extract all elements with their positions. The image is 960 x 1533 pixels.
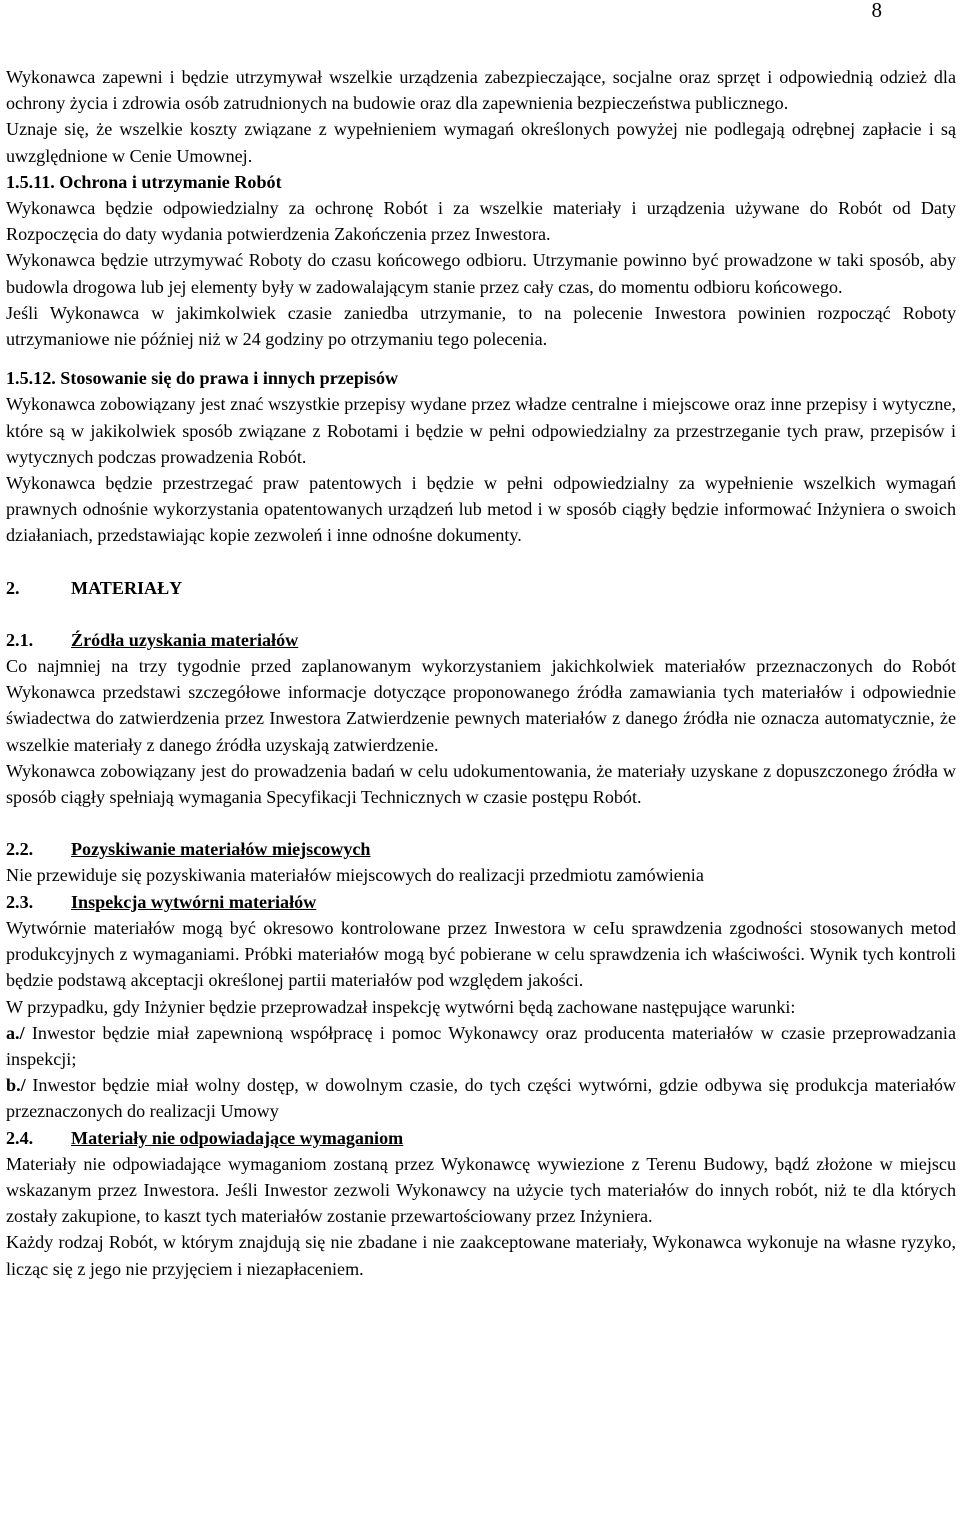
section-title: Pozyskiwanie materiałów miejscowych bbox=[71, 839, 371, 860]
paragraph-factory-inspection: Wytwórnie materiałów mogą być okresowo kontrolowane przez Inwestora w ceIu sprawdzenia zgodności stosowanych metod produkcyjnych z wymaganiami. Próbki materiałów mogą być pobierane w celu sprawdzenia ich właściwości. Wynik tych kontroli będzie podstawą akceptacji określonej partii materiałów pod względem jakości. bbox=[6, 917, 956, 991]
paragraph-safety-equipment: Wykonawca zapewni i będzie utrzymywał wszelkie urządzenia zabezpieczające, socjalne oraz sprzęt i odpowiednią odzież dla ochrony życia i zdrowia osób zatrudnionych na budowie oraz dla zapewnienia bezpieczeństwa publicznego. bbox=[6, 67, 956, 114]
paragraph-costs-included: Uznaje się, że wszelkie koszty związane z wypełnieniem wymagań określonych powyżej nie podlegają odrębnej zapłacie i są uwzględnione w Cenie Umownej. bbox=[6, 119, 956, 166]
paragraph-patents: Wykonawca będzie przestrzegać praw patentowych i będzie w pełni odpowiedzialny za wypełnienie wszelkich wymagań prawnych odnośnie wykorzystania opatentowanych urządzeń lub metod i w sposób ciągły będzie informować Inżyniera o swoich działaniach, przedstawiając kopie zezwoleń i inne odnośne dokumenty. bbox=[6, 473, 956, 546]
chapter-number: 2. bbox=[6, 577, 20, 598]
paragraph-material-testing: Wykonawca zobowiązany jest do prowadzenia badań w celu udokumentowania, że materiały uzyskane z dopuszczonego źródła w sposób ciągły spełniają wymagania Specyfikacji Technicznych w czasie postępu Robót. bbox=[6, 760, 956, 808]
list-item-label: b./ bbox=[6, 1075, 26, 1096]
section-title: Inspekcja wytwórni materiałów bbox=[71, 891, 317, 912]
list-item-label: a./ bbox=[6, 1022, 25, 1043]
section-number: 2.3. bbox=[6, 891, 34, 912]
chapter-heading-materials bbox=[6, 575, 956, 601]
section-heading-2-1 bbox=[6, 627, 956, 653]
paragraph-nonconforming-materials: Materiały nie odpowiadające wymaganiom zostaną przez Wykonawcę wywiezione z Terenu Budowy, bądź złożone w miejscu wskazanym przez Inwestora. Jeśli Inwestor zezwoli Wykonawcy na użycie tych materiałów do innych robót, niż te dla których zostały zakupione, to kaszt tych materiałów zostanie przewartościowany przez Inżyniera. bbox=[6, 1153, 956, 1227]
section-number: 2.1. bbox=[6, 629, 34, 650]
document-body bbox=[6, 64, 956, 1282]
paragraph-maintenance-neglect: Jeśli Wykonawca w jakimkolwiek czasie zaniedba utrzymanie, to na polecenie Inwestora powinien rozpocząć Roboty utrzymaniowe nie później niż w 24 godziny po otrzymaniu tego polecenia. bbox=[6, 302, 956, 350]
paragraph-unapproved-materials-risk: Każdy rodzaj Robót, w którym znajdują się nie zbadane i nie zaakceptowane materiały, Wykonawca wykonuje na własne ryzyko, licząc się z jego nie przyjęciem i niezapłaceniem. bbox=[6, 1232, 956, 1279]
section-number: 2.2. bbox=[6, 839, 34, 860]
paragraph-local-materials: Nie przewiduje się pozyskiwania materiałów miejscowych do realizacji przedmiotu zamówienia bbox=[6, 865, 704, 886]
chapter-title: MATERIAŁY bbox=[71, 577, 183, 598]
paragraph-inspection-conditions: W przypadku, gdy Inżynier będzie przeprowadzał inspekcję wytwórni będą zachowane następujące warunki: bbox=[6, 996, 796, 1017]
list-item-text: Inwestor będzie miał wolny dostęp, w dowolnym czasie, do tych części wytwórni, gdzie odbywa się produkcja materiałów przeznaczonych do realizacji Umowy bbox=[6, 1075, 956, 1122]
section-title: Materiały nie odpowiadające wymaganiom bbox=[71, 1127, 404, 1148]
section-number: 2.4. bbox=[6, 1127, 34, 1148]
section-heading-1-5-11: 1.5.11. Ochrona i utrzymanie Robót bbox=[6, 171, 282, 192]
paragraph-material-sources: Co najmniej na trzy tygodnie przed zaplanowanym wykorzystaniem jakichkolwiek materiałów przeznaczonych do Robót Wykonawca przedstawi szczegółowe informacje dotyczące proponowanego źródła zamawiania tych materiałów i odpowiednie świadectwa do zatwierdzenia przez Inwestora Zatwierdzenie pewnych materiałów z danego źródła nie oznacza automatycznie, że wszelkie materiały z danego źródła uzyskają zatwierdzenie. bbox=[6, 656, 956, 755]
list-item-b bbox=[6, 1072, 956, 1124]
list-item-a bbox=[6, 1020, 956, 1072]
list-item-text: Inwestor będzie miał zapewnioną współpracę i pomoc Wykonawcy oraz producenta materiałów w czasie przeprowadzania inspekcji; bbox=[6, 1022, 956, 1069]
section-heading-1-5-12: 1.5.12. Stosowanie się do prawa i innych przepisów bbox=[6, 368, 399, 389]
paragraph-maintenance: Wykonawca będzie utrzymywać Roboty do czasu końcowego odbioru. Utrzymanie powinno być prowadzone w taki sposób, aby budowla drogowa lub jej elementy były w zadowalającym stanie przez cały czas, do momentu odbioru końcowego. bbox=[6, 250, 956, 297]
paragraph-protection: Wykonawca będzie odpowiedzialny za ochronę Robót i za wszelkie materiały i urządzenia używane do Robót od Daty Rozpoczęcia do daty wydania potwierdzenia Zakończenia przez Inwestora. bbox=[6, 198, 956, 245]
paragraph-regulations: Wykonawca zobowiązany jest znać wszystkie przepisy wydane przez władze centralne i miejscowe oraz inne przepisy i wytyczne, które są w jakikolwiek sposób związane z Robotami i będzie w pełni odpowiedzialny za przestrzeganie tych praw, przepisów i wytycznych podczas prowadzenia Robót. bbox=[6, 394, 956, 467]
page-number: 8 bbox=[871, 0, 882, 22]
section-title: Źródła uzyskania materiałów bbox=[71, 629, 299, 650]
section-heading-2-2 bbox=[6, 836, 956, 862]
section-heading-2-4 bbox=[6, 1125, 956, 1151]
section-heading-2-3 bbox=[6, 889, 956, 915]
